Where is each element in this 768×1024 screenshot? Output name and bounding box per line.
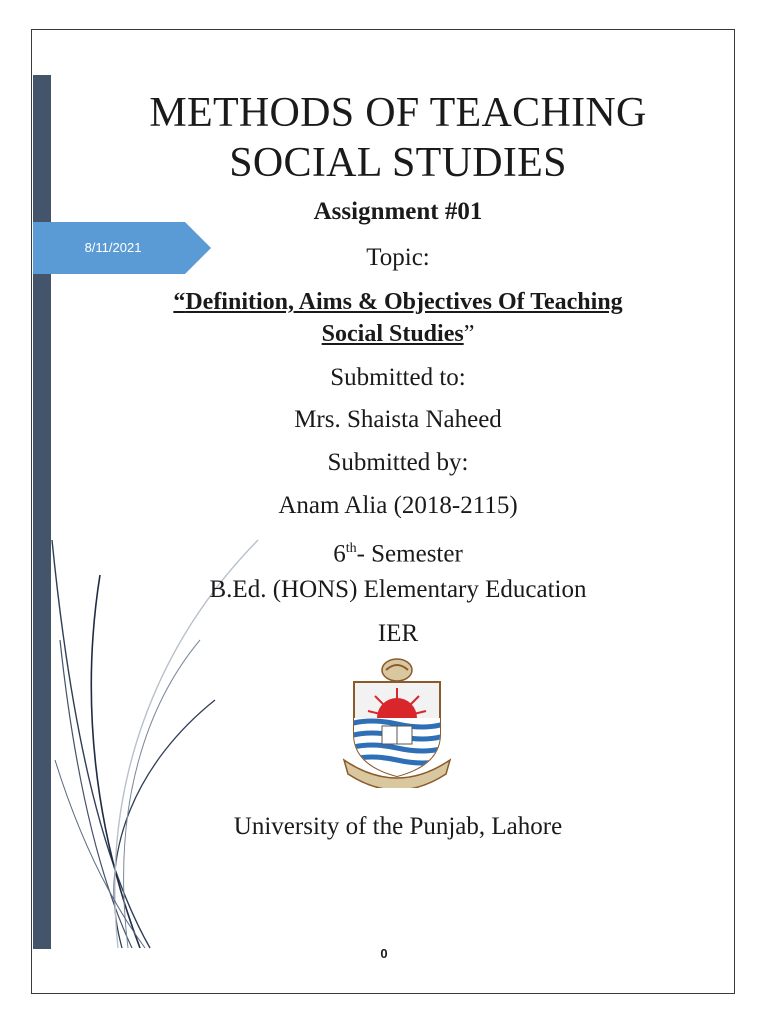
topic-close-quote: ” bbox=[463, 321, 475, 347]
degree: B.Ed. (HONS) Elementary Education bbox=[209, 576, 587, 603]
semester-suffix: th bbox=[345, 541, 357, 556]
topic-label: Topic: bbox=[366, 244, 430, 271]
submitted-by-label: Submitted by: bbox=[327, 449, 469, 476]
assignment-number: Assignment #01 bbox=[313, 198, 483, 225]
title-line-1: METHODS OF TEACHING bbox=[149, 90, 647, 136]
topic-open-quote: “ bbox=[173, 289, 186, 315]
date-label: 8/11/2021 bbox=[84, 240, 142, 255]
title-line-2: SOCIAL STUDIES bbox=[229, 140, 567, 186]
document-title bbox=[100, 88, 696, 188]
semester bbox=[100, 534, 696, 569]
submitted-to-label: Submitted to: bbox=[330, 364, 466, 391]
topic-title-part-2: Social Studies bbox=[321, 321, 464, 347]
semester-number: 6 bbox=[333, 540, 346, 568]
student-name: Anam Alia (2018-2115) bbox=[278, 492, 518, 519]
topic-title-part-1: Definition, Aims & Objectives Of Teaching bbox=[185, 289, 623, 315]
semester-text: - Semester bbox=[356, 540, 463, 568]
topic-title bbox=[100, 286, 696, 350]
university-crest-logo bbox=[340, 656, 454, 788]
page-number: 0 bbox=[380, 946, 388, 961]
teacher-name: Mrs. Shaista Naheed bbox=[294, 406, 502, 433]
university-name: University of the Punjab, Lahore bbox=[233, 813, 563, 840]
institute: IER bbox=[377, 620, 419, 647]
